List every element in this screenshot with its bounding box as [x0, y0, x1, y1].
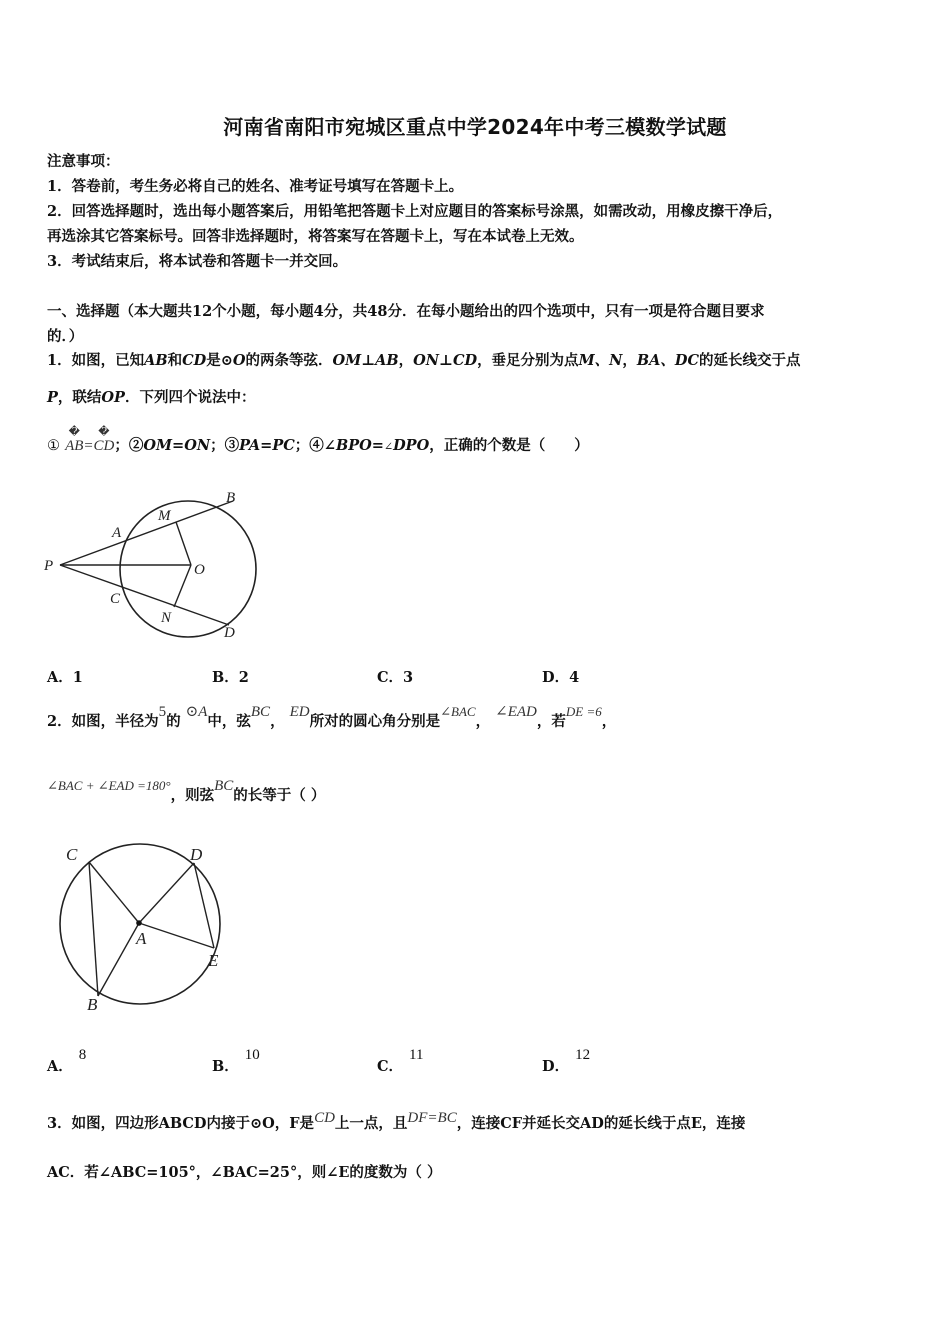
q2-line-ca — [89, 862, 139, 923]
q2-radius: 5 — [158, 704, 167, 720]
q2-label-b: B — [87, 995, 98, 1014]
q2-option-d[interactable] — [542, 1047, 591, 1076]
q2-ead: ∠EAD — [495, 704, 537, 720]
q1-statements — [47, 426, 589, 457]
q2-option-d-value: 12 — [575, 1047, 591, 1063]
q1-line-2 — [47, 388, 255, 408]
q1-line-om — [176, 522, 191, 565]
q2-line-2 — [47, 778, 326, 806]
q2-label-a: A — [136, 929, 147, 948]
q3-text: 3．如图，四边形ABCD内接于⊙O，F是 — [47, 1115, 315, 1132]
q1-text: 和 — [167, 352, 183, 369]
q1-stmt-4-math: BPO= — [335, 437, 384, 454]
q2-figure — [50, 838, 250, 1018]
q1-label-o: O — [194, 562, 205, 578]
q1-cd: CD — [182, 352, 207, 369]
q2-option-d-label: D． — [542, 1058, 570, 1075]
q1-ba-dc: BA、DC — [636, 352, 699, 369]
q1-op: OP — [101, 389, 125, 406]
q2-line-1 — [47, 704, 617, 732]
q1-label-p: P — [44, 558, 54, 574]
q2-text: ， — [270, 713, 285, 730]
q2-line-ad — [139, 863, 194, 923]
q2-option-b-value: 10 — [244, 1047, 260, 1063]
q2-ed: ED — [289, 704, 310, 720]
q1-option-d[interactable]: D．4 — [542, 669, 580, 686]
q3-text: 上一点，且 — [334, 1115, 408, 1132]
q1-stmt-5: ，正确的个数是（ ） — [429, 437, 589, 454]
q2-text: ，则弦 — [170, 787, 215, 804]
notice-item-1: 1．答卷前，考生务必将自己的姓名、准考证号填写在答题卡上。 — [47, 178, 464, 195]
q3-arc-bc: BC — [437, 1110, 457, 1126]
q2-text: ， — [601, 713, 617, 730]
q1-text: 1．如图，已知 — [47, 352, 145, 369]
q1-label-b: B — [226, 490, 236, 506]
q3-text: ，连接CF并延长交AD的延长线于点E，连接 — [456, 1115, 746, 1132]
q1-arc-cd — [93, 426, 115, 456]
notice-item-3: 3．考试结束后，将本试卷和答题卡一并交回。 — [47, 253, 348, 270]
q1-text: ， — [622, 352, 637, 369]
q2-text: 的长等于（ ） — [233, 787, 326, 804]
q2-option-c-label: C． — [377, 1058, 404, 1075]
q2-condition: ∠BAC + ∠EAD =180° — [47, 778, 171, 793]
q3-line-1 — [47, 1110, 746, 1134]
q2-label-e: E — [208, 951, 219, 970]
q1-label-a: A — [112, 525, 122, 541]
q2-bac: ∠BAC — [440, 704, 476, 719]
q1-arc-cd-text: CD — [93, 438, 115, 454]
arc-mark-icon: � — [98, 426, 110, 438]
q1-stmt-1-mark: ① — [47, 438, 60, 454]
q1-stmt-4-angle: ∠ — [383, 440, 394, 453]
q1-stmt-2-math: OM=ON — [143, 437, 211, 454]
q2-option-a-label: A． — [47, 1058, 73, 1075]
q1-stmt-2: ；② — [114, 437, 144, 454]
q1-text: 是⊙ — [206, 352, 233, 369]
notice-heading: 注意事项： — [47, 153, 120, 170]
q2-option-c-value: 11 — [409, 1047, 424, 1063]
q3-arc-cd: CD — [314, 1110, 335, 1126]
q2-text: ，若 — [536, 713, 566, 730]
q1-text: 的延长线交于点 — [699, 352, 801, 369]
q2-text: 的 — [166, 713, 181, 730]
q2-label-d: D — [190, 845, 203, 864]
q2-text: 中，弦 — [207, 713, 251, 730]
q1-stmt-3-math: PA=PC — [239, 437, 295, 454]
section-heading: 一、选择题（本大题共12个小题，每小题4分，共48分．在每小题给出的四个选项中，只有一项是符合题目要求 — [47, 303, 765, 320]
q1-text: ， — [398, 352, 414, 369]
q1-stmt-4: ；④∠ — [294, 437, 336, 454]
q1-on-cd: ON⊥CD — [413, 352, 478, 369]
q1-p: P — [47, 389, 58, 406]
q2-option-a-value: 8 — [78, 1047, 87, 1063]
q1-eq: = — [83, 438, 94, 454]
q2-option-c[interactable] — [377, 1047, 424, 1076]
q1-ab: AB — [144, 352, 168, 369]
q2-text: 2．如图，半径为 — [47, 713, 159, 730]
q1-stmt-3: ；③ — [210, 437, 240, 454]
q1-label-d: D — [224, 625, 235, 641]
q2-circle: ⊙A — [185, 704, 208, 720]
q1-om-ab: OM⊥AB — [332, 352, 399, 369]
q1-text: ．下列四个说法中： — [124, 389, 256, 406]
q1-arc-ab-text: AB — [65, 438, 84, 454]
page-title: 河南省南阳市宛城区重点中学2024年中考三模数学试题 — [223, 115, 727, 139]
q1-label-n: N — [161, 610, 172, 626]
notice-item-2-cont: 再选涂其它答案标号。回答非选择题时，将答案写在答题卡上，写在本试卷上无效。 — [47, 228, 584, 245]
q1-mn: M、N — [578, 352, 623, 369]
q1-line-1 — [47, 351, 801, 371]
q2-bc: BC — [250, 704, 271, 720]
notice-item-2: 2．回答选择题时，选出每小题答案后，用铅笔把答题卡上对应题目的答案标号涂黑，如需改动，用橡皮擦干净后， — [47, 203, 783, 220]
q2-line-ae — [139, 923, 214, 948]
q1-arc-ab — [65, 426, 84, 456]
q2-bc-2: BC — [214, 778, 234, 794]
q2-line-ab — [98, 923, 139, 996]
q2-center-point — [136, 920, 142, 926]
q1-option-a[interactable]: A．1 — [47, 669, 83, 686]
q1-circle — [120, 501, 256, 637]
q2-de6: DE =6 — [565, 704, 602, 719]
q1-label-m: M — [158, 508, 171, 524]
q1-option-b[interactable]: B．2 — [212, 669, 249, 686]
q1-option-c[interactable]: C．3 — [377, 669, 414, 686]
section-heading-cont: 的．） — [47, 328, 84, 345]
q2-option-b-label: B． — [212, 1058, 239, 1075]
q1-label-c: C — [110, 591, 121, 607]
arc-mark-icon: � — [68, 426, 80, 438]
q2-text: ， — [475, 713, 491, 730]
q3-arc-df: DF — [407, 1110, 428, 1126]
q2-text: 所对的圆心角分别是 — [309, 713, 441, 730]
q2-line-cb — [89, 862, 98, 996]
q2-label-c: C — [66, 845, 78, 864]
q1-line-on — [174, 565, 191, 607]
q1-line-pb — [60, 501, 233, 565]
q1-stmt-4-tail: DPO — [393, 437, 430, 454]
q1-o: O — [232, 352, 246, 369]
q3-line-2: AC．若∠ABC=105°，∠BAC=25°，则∠E的度数为（ ） — [47, 1164, 442, 1181]
q1-text: ，联结 — [57, 389, 102, 406]
q3-eq: = — [427, 1110, 438, 1126]
q1-text: ，垂足分别为点 — [477, 352, 579, 369]
q1-figure — [40, 485, 270, 645]
q1-text: 的两条等弦． — [245, 352, 333, 369]
q2-option-a[interactable] — [47, 1047, 87, 1076]
q2-option-b[interactable] — [212, 1047, 260, 1076]
